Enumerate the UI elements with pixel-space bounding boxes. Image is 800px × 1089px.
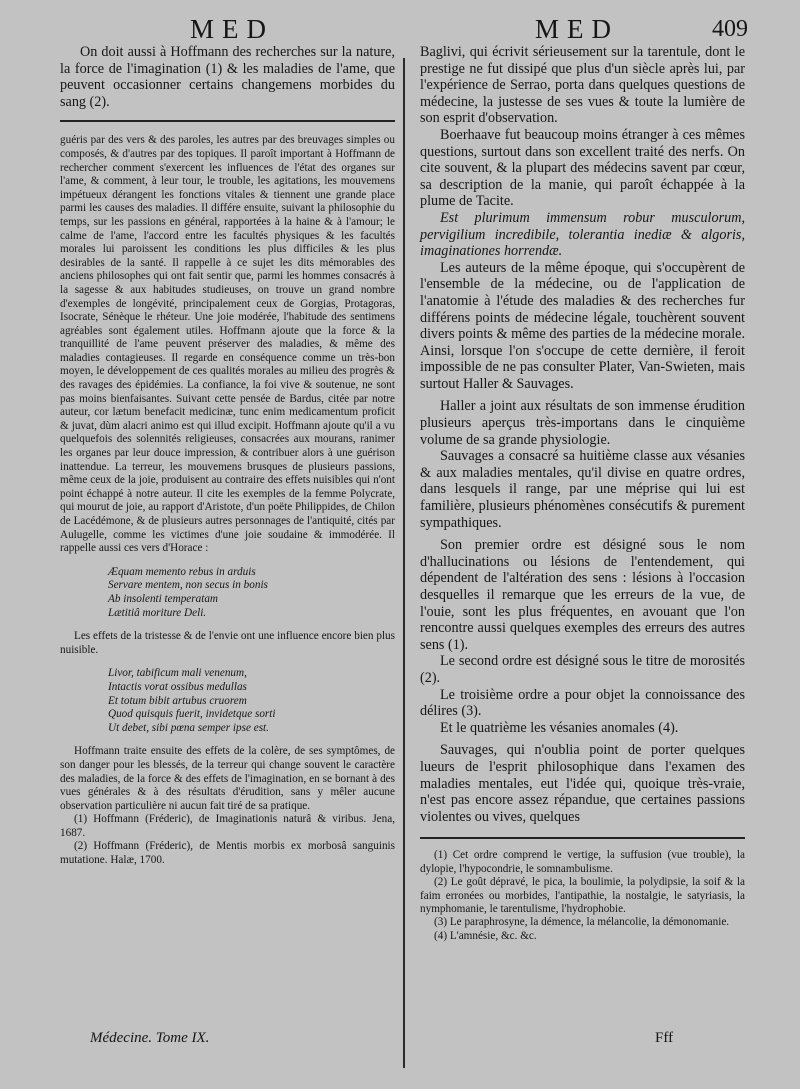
right-paragraph-4: Haller a joint aux résultats de son immense érudition plusieurs aperçus très-importans dans le cinquième volume de sa grande physiologie. <box>420 398 745 448</box>
horace-verse <box>60 566 395 620</box>
signature-mark: Fff <box>655 1030 674 1046</box>
right-footnote-1: (1) Cet ordre comprend le vertige, la suffusion (vue trouble), la dylopie, l'hypocondrie, le somnambulisme. <box>420 849 745 875</box>
verse-line: Intactis vorat ossibus medullas <box>108 680 247 693</box>
left-paragraph-2: Les effets de la tristesse & de l'envie ont une influence encore bien plus nuisible. <box>60 630 395 656</box>
verse-line: Lætitiâ moriture Deli. <box>108 606 207 619</box>
left-paragraph-1: guéris par des vers & des paroles, les autres par des breuvages simples ou composés, & d'autres par des topiques. Il paroît important à Hoffmann de rechercher comment s'exercent les influences de l'état des organes sur l'ame, & comment, à leur tour, le trouble, les agitations, les mouvemens impétueux dérangent les fonctions vitales & tiennent une grande place parmi les causes des maladies. Il différe ensuite, suivant la philosophie du temps, sur les passions en général, rapportées à la haine & à l'amour; le calme de l'ame, l'accord entre les facultés physiques & les facultés morales lui paroissent les conditions les plus difficiles & les plus desirables de la santé. Il rappelle à ce sujet les dits mémorables des anciens philosophes qui ont fait sentir que, parmi les hommes consacrés à la sagesse & aux habitudes studieuses, on trouve un grand nombre d'exemples de longévité, principalement ceux de Gorgias, Protagoras, Isocrate, Sénèque le rhéteur. Une joie modérée, l'habitude des sentimens agréables sont également utiles. Hoffmann ajoute que la force & la tranquillité de l'ame peuvent préserver des maladies, & même des maladies contagieuses. Il regarde en conséquence comme un très-bon moyen, le développement de ces qualités morales au milieu des progrès & des ravages des épidémies. La confiance, la foi vive & soutenue, ne sont pas moins bienfaisantes. Suivant cette pensée de Bardus, citée par notre auteur, cor lætum benefacit medicinæ, tunc enim medicamentum proficit & juvat, dùm alacri animo est qui illud excipit. Hoffmann ajoute qu'il a vu quelquefois des solennités religieuses, consacrées aux mourans, ranimer les organes par leur douce impression, & contribuer alors à une guérison inattendue. La terreur, les mouvemens brusques de plusieurs passions, même ceux de la joie, produisent au contraire des effets nuisibles qui n'ont point échappé à notre auteur. Il cite les exemples de la femme Polycrate, qui mourut de joie, au rapport d'Aristote, d'un poëte Philippides, de Chilon de Lacédémone, & de plusieurs autres personnages de l'antiquité, cités par Aulugelle, comme les victimes d'une joie soudaine & immodérée. Il rappelle aussi ces vers d'Horace : <box>60 134 395 555</box>
verse-line: Et totum bibit artubus cruorem <box>108 694 247 707</box>
verse-line: Ab insolenti temperatam <box>108 592 218 605</box>
verse-line: Æquam memento rebus in arduis <box>108 565 256 578</box>
footnote-rule <box>420 837 745 839</box>
right-paragraph-7: Le second ordre est désigné sous le titre de morosités (2). <box>420 653 745 686</box>
verse-line: Quod quisquis fuerit, invidetque sorti <box>108 708 276 721</box>
left-footnote-2: (2) Hoffmann (Fréderic), de Mentis morbis ex morbosâ sanguinis mutatione. Halæ, 1700. <box>60 840 395 866</box>
right-footnote-4: (4) L'amnésie, &c. &c. <box>434 929 537 942</box>
right-paragraph-3: Les auteurs de la même époque, qui s'occupèrent de l'ensemble de la médecine, ou de l'application de l'anatomie à l'étude des maladies & des recherches fur différens points de médecine légale, touchèrent souvent divers points & même des parties de la médecine morale. Ainsi, lorsque l'on s'occupe de cette dernière, il feroit impossible de ne pas consulter Plater, Van-Swieten, mais surtout Haller & Sauvages. <box>420 259 745 392</box>
volume-title: Médecine. Tome IX. <box>90 1030 210 1046</box>
right-column <box>420 44 745 943</box>
right-paragraph-1: Baglivi, qui écrivit sérieusement sur la tarentule, dont le prestige ne fut dissipé que plus d'un siècle après lui, par l'expérience de Serrao, porta dans quelques questions de médecine, la justesse de ses vues & toute la lumière de son esprit d'observation. <box>420 44 745 127</box>
right-footnote-3: (3) Le paraphrosyne, la démence, la mélancolie, la démonomanie. <box>434 916 730 929</box>
envy-verse <box>60 667 395 735</box>
boerhaave-quote: Est plurimum immensum robur musculorum, pervigilium incredibile, tolerantia inediæ & algoris, imaginationes horrendæ. <box>420 209 745 260</box>
right-paragraph-8: Le troisième ordre a pour objet la connoissance des délires (3). <box>420 686 745 720</box>
left-column <box>60 44 395 867</box>
page-number: 409 <box>712 16 748 42</box>
right-paragraph-5: Sauvages a consacré sa huitième classe aux vésanies & aux maladies mentales, qu'il divise en quatre ordres, dans lesquels il range, par une méprise qui lui est familière, plusieurs phénomènes consécutifs & purement sympathiques. <box>420 448 745 531</box>
right-paragraph-2: Boerhaave fut beaucoup moins étranger à ces mêmes questions, surtout dans son excellent traité des nerfs. On cite souvent, & la plupart des médecins savent par cœur, sa description de la manie, qui paroît échappée à la plume de Tacite. <box>420 126 745 210</box>
right-paragraph-10: Sauvages, qui n'oublia point de porter quelques lueurs de l'esprit philosophique dans l'examen des maladies mentales, eut l'idée qui, quoique très-vraie, n'est pas encore assez répandue, que certaines passions violentes ou vives, quelques <box>420 742 745 825</box>
verse-line: Livor, tabificum mali venenum, <box>108 667 247 680</box>
left-footnote-1: (1) Hoffmann (Fréderic), de Imaginationis naturâ & viribus. Jena, 1687. <box>60 813 395 839</box>
right-paragraph-6: Son premier ordre est désigné sous le nom d'hallucinations ou lésions de l'entendement, qui dépendent de l'altération des sens : lésions à l'occasion desquelles il remarque que les erreurs de la vue, de l'ouie, sont les plus fréquentes, en avouant que l'on rencontre aussi quelques exemples des erreurs des autres sens (1). <box>420 537 745 653</box>
verse-line: Servare mentem, non secus in bonis <box>108 579 268 592</box>
right-paragraph-9: Et le quatrième les vésanies anomales (4). <box>440 719 679 736</box>
header-left: MED <box>190 14 274 44</box>
running-header <box>0 14 800 48</box>
intro-paragraph: On doit aussi à Hoffmann des recherches sur la nature, la force de l'imagination (1) & les maladies de l'ame, que peuvent occasionner certains changemens morbides du sang (2). <box>60 44 395 110</box>
column-divider <box>403 58 405 1068</box>
right-footnote-2: (2) Le goût dépravé, le pica, la boulimie, la polydipsie, la soif & la faim erronées ou morbides, l'antipathie, la nostalgie, le satyriasis, la nymphomanie, le tarentulisme, l'hydrophobie. <box>420 876 745 915</box>
left-paragraph-3: Hoffmann traite ensuite des effets de la colère, de ses symptômes, de son danger pour les blessés, de la terreur qui change souvent le caractère des maladies, de la force & des effets de l'imagination, en se bornant à des vues générales & à des résultats d'érudition, sans y mêler aucune observation particulière ni aucun fait tiré de sa pratique. <box>60 745 395 812</box>
header-right: MED <box>535 14 619 44</box>
section-rule <box>60 120 395 122</box>
verse-line: Ut debet, sibi pœna semper ipse est. <box>108 721 269 734</box>
